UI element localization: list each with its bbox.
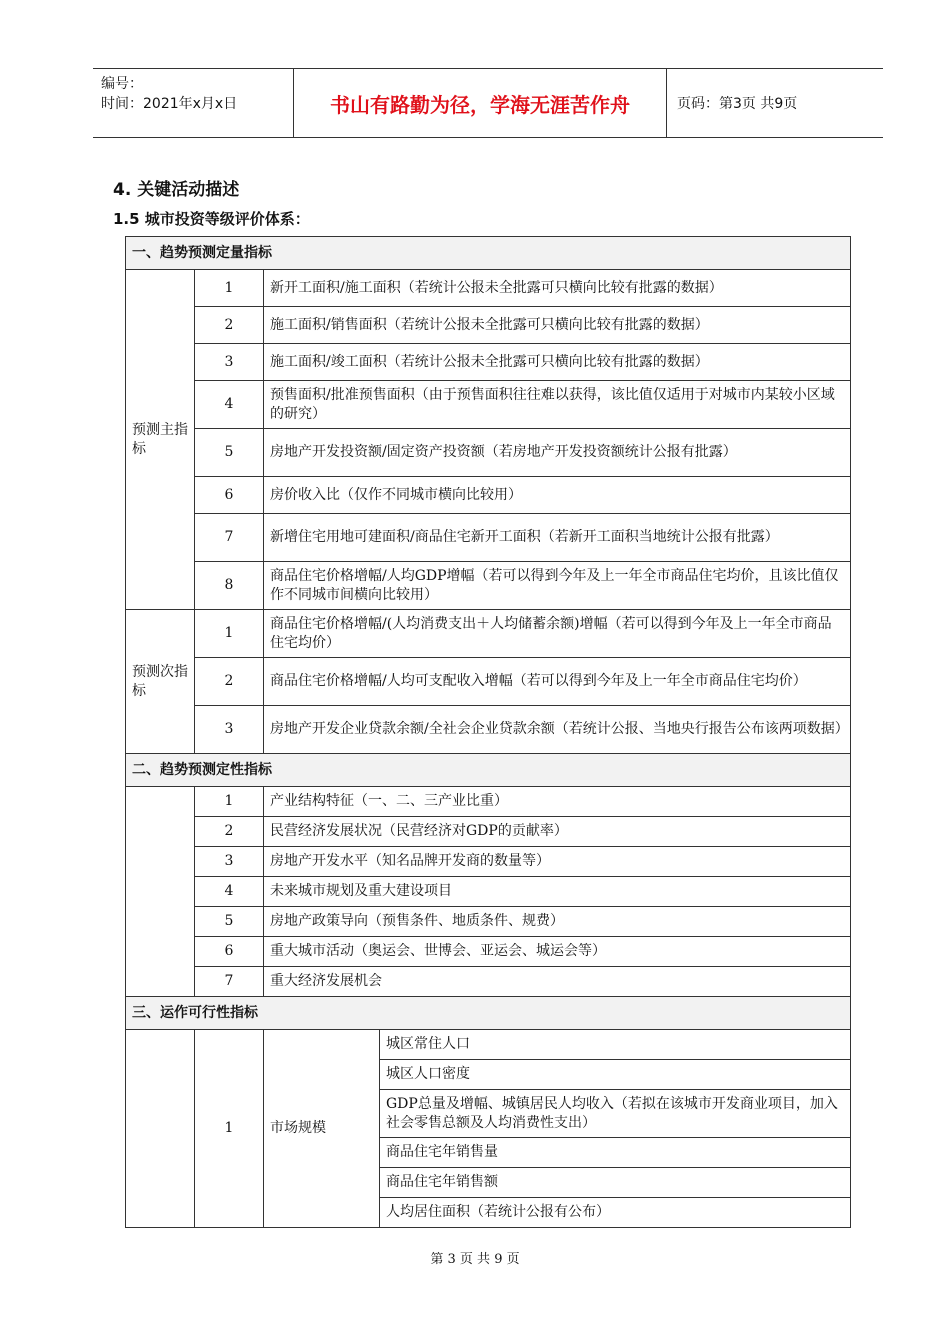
table-row [126, 237, 851, 270]
table-row [126, 477, 851, 514]
row-number: 3 [195, 847, 264, 877]
indicator-text: 房地产政策导向（预售条件、地质条件、规费） [264, 907, 851, 937]
table-row [126, 514, 851, 562]
indicator-text: 房价收入比（仅作不同城市横向比较用） [264, 477, 851, 514]
indicator-text: 商品住宅价格增幅/人均可支配收入增幅（若可以得到今年及上一年全市商品住宅均价） [264, 658, 851, 706]
table-row [126, 787, 851, 817]
indicator-text: 预售面积/批准预售面积（由于预售面积往往难以获得，该比值仅适用于对城市内某较小区域的研究） [264, 381, 851, 429]
row-number: 1 [195, 787, 264, 817]
time-label: 时间：2021年x月x日 [101, 96, 238, 112]
group-label: 预测次指标 [126, 610, 195, 754]
row-number: 3 [195, 344, 264, 381]
header-info-cell [93, 69, 294, 137]
row-number: 3 [195, 706, 264, 754]
table-row [126, 817, 851, 847]
indicator-text: 房地产开发投资额/固定资产投资额（若房地产开发投资额统计公报有批露） [264, 429, 851, 477]
row-number: 5 [195, 907, 264, 937]
section-title: 二、趋势预测定性指标 [126, 754, 851, 787]
indicator-text: 产业结构特征（一、二、三产业比重） [264, 787, 851, 817]
row-number: 1 [195, 610, 264, 658]
row-number: 2 [195, 307, 264, 344]
indicator-text: 施工面积/竣工面积（若统计公报未全批露可只横向比较有批露的数据） [264, 344, 851, 381]
section-heading: 4. 关键活动描述 [113, 180, 240, 200]
row-number: 4 [195, 381, 264, 429]
indicator-text: 新增住宅用地可建面积/商品住宅新开工面积（若新开工面积当地统计公报有批露） [264, 514, 851, 562]
section-title: 一、趋势预测定量指标 [126, 237, 851, 270]
row-number: 8 [195, 562, 264, 610]
indicator-item: 城区人口密度 [380, 1060, 851, 1090]
table-row [126, 429, 851, 477]
table-row [126, 967, 851, 997]
row-number: 7 [195, 514, 264, 562]
indicator-item: 商品住宅年销售量 [380, 1138, 851, 1168]
table-row [126, 754, 851, 787]
indicator-item: 人均居住面积（若统计公报有公布） [380, 1198, 851, 1228]
row-number: 4 [195, 877, 264, 907]
table-row [126, 344, 851, 381]
section-title: 三、运作可行性指标 [126, 997, 851, 1030]
table-row [126, 937, 851, 967]
indicator-text: 新开工面积/施工面积（若统计公报未全批露可只横向比较有批露的数据） [264, 270, 851, 307]
page-footer: 第 3 页 共 9 页 [430, 1252, 520, 1267]
table-row [126, 907, 851, 937]
table-row [126, 610, 851, 658]
indicator-text: 商品住宅价格增幅/(人均消费支出＋人均储蓄余额)增幅（若可以得到今年及上一年全市商品住宅均价） [264, 610, 851, 658]
indicator-text: 重大经济发展机会 [264, 967, 851, 997]
row-number: 1 [195, 1030, 264, 1228]
indicator-text: 房地产开发水平（知名品牌开发商的数量等） [264, 847, 851, 877]
indicator-text: 未来城市规划及重大建设项目 [264, 877, 851, 907]
indicator-item: 城区常住人口 [380, 1030, 851, 1060]
row-number: 7 [195, 967, 264, 997]
empty-cell [126, 1030, 195, 1228]
table-row [126, 997, 851, 1030]
indicator-text: 施工面积/销售面积（若统计公报未全批露可只横向比较有批露的数据） [264, 307, 851, 344]
number-label: 编号： [101, 76, 143, 92]
table-row [126, 562, 851, 610]
row-number: 2 [195, 817, 264, 847]
table-row [126, 1030, 851, 1060]
empty-cell [126, 787, 195, 997]
group-label: 预测主指标 [126, 270, 195, 610]
table-row [126, 847, 851, 877]
table-row [126, 706, 851, 754]
subsection-heading: 1.5 城市投资等级评价体系： [113, 210, 310, 228]
row-number: 2 [195, 658, 264, 706]
table-row [126, 381, 851, 429]
table-row [126, 307, 851, 344]
evaluation-table [125, 236, 851, 1228]
category-label: 市场规模 [264, 1030, 380, 1228]
indicator-text: 民营经济发展状况（民营经济对GDP的贡献率） [264, 817, 851, 847]
indicator-item: GDP总量及增幅、城镇居民人均收入（若拟在该城市开发商业项目，加入社会零售总额及人均消费性支出） [380, 1090, 851, 1138]
row-number: 5 [195, 429, 264, 477]
page-header [93, 68, 883, 138]
table-row [126, 270, 851, 307]
header-motto: 书山有路勤为径，学海无涯苦作舟 [294, 69, 667, 137]
row-number: 6 [195, 477, 264, 514]
row-number: 6 [195, 937, 264, 967]
indicator-text: 重大城市活动（奥运会、世博会、亚运会、城运会等） [264, 937, 851, 967]
indicator-text: 房地产开发企业贷款余额/全社会企业贷款余额（若统计公报、当地央行报告公布该两项数据） [264, 706, 851, 754]
header-page-label: 页码：第3页 共9页 [677, 96, 798, 112]
indicator-item: 商品住宅年销售额 [380, 1168, 851, 1198]
row-number: 1 [195, 270, 264, 307]
table-row [126, 658, 851, 706]
indicator-text: 商品住宅价格增幅/人均GDP增幅（若可以得到今年及上一年全市商品住宅均价，且该比值仅作不同城市间横向比较用） [264, 562, 851, 610]
table-row [126, 877, 851, 907]
